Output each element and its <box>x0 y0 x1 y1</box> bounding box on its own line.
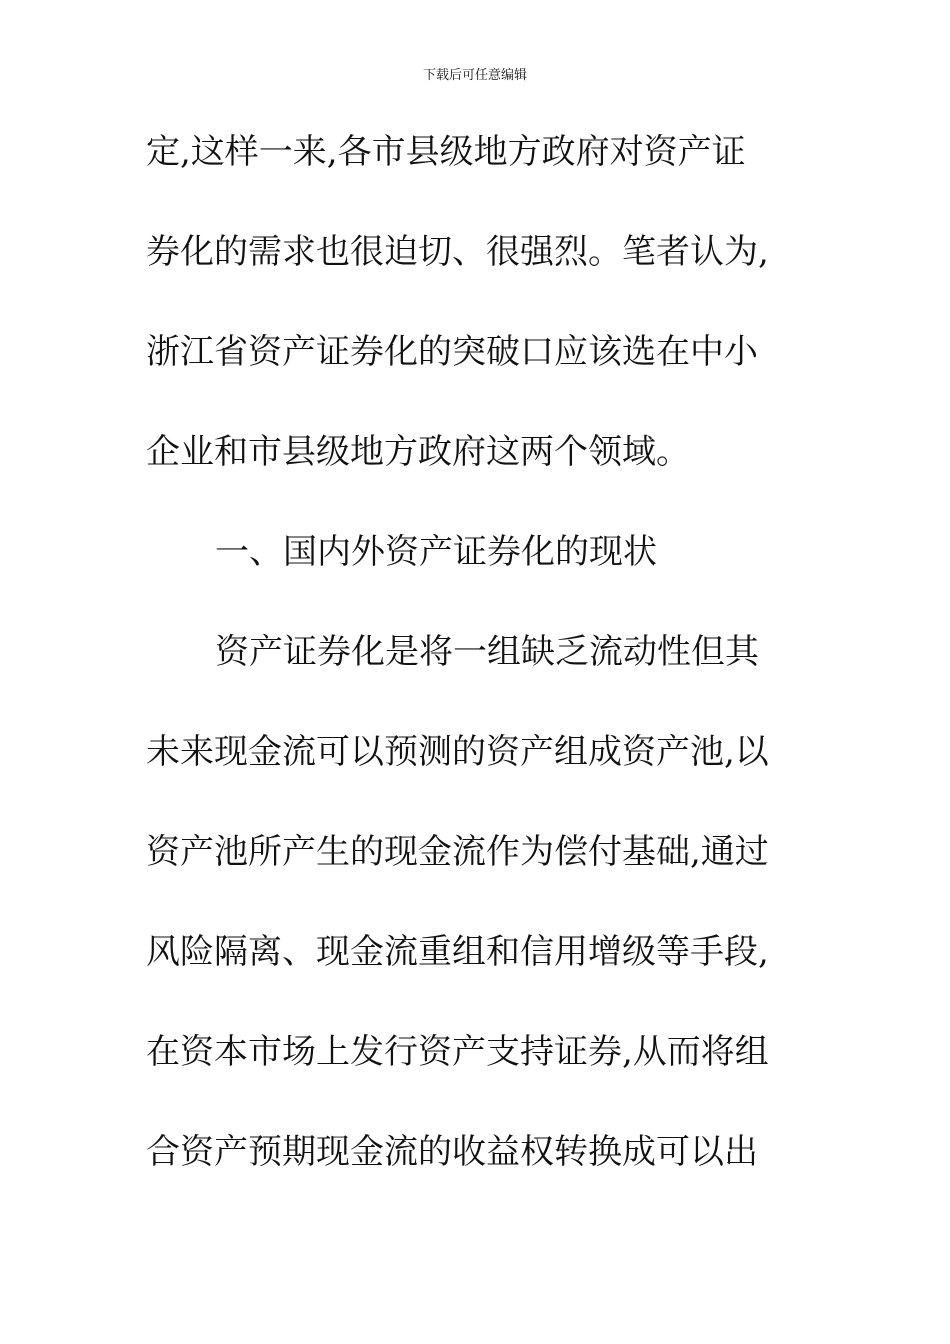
body-text-line: 企业和市县级地方政府这两个领域。 <box>146 432 690 472</box>
body-text-line: 资产池所产生的现金流作为偿付基础,通过 <box>146 832 769 872</box>
body-text-line: 合资产预期现金流的收益权转换成可以出 <box>146 1132 758 1172</box>
body-text-line: 资产证券化是将一组缺乏流动性但其 <box>215 632 759 672</box>
body-text-line: 未来现金流可以预测的资产组成资产池,以 <box>146 732 769 772</box>
body-text-line: 风险隔离、现金流重组和信用增级等手段, <box>146 932 769 972</box>
body-text-line: 定,这样一来,各市县级地方政府对资产证 <box>146 132 746 172</box>
body-text-line: 券化的需求也很迫切、很强烈。笔者认为, <box>146 232 769 272</box>
section-heading: 一、国内外资产证券化的现状 <box>215 532 657 572</box>
body-text-line: 浙江省资产证券化的突破口应该选在中小 <box>146 332 758 372</box>
page-header-note: 下载后可任意编辑 <box>422 68 527 83</box>
body-text-line: 在资本市场上发行资产支持证券,从而将组 <box>146 1032 769 1072</box>
